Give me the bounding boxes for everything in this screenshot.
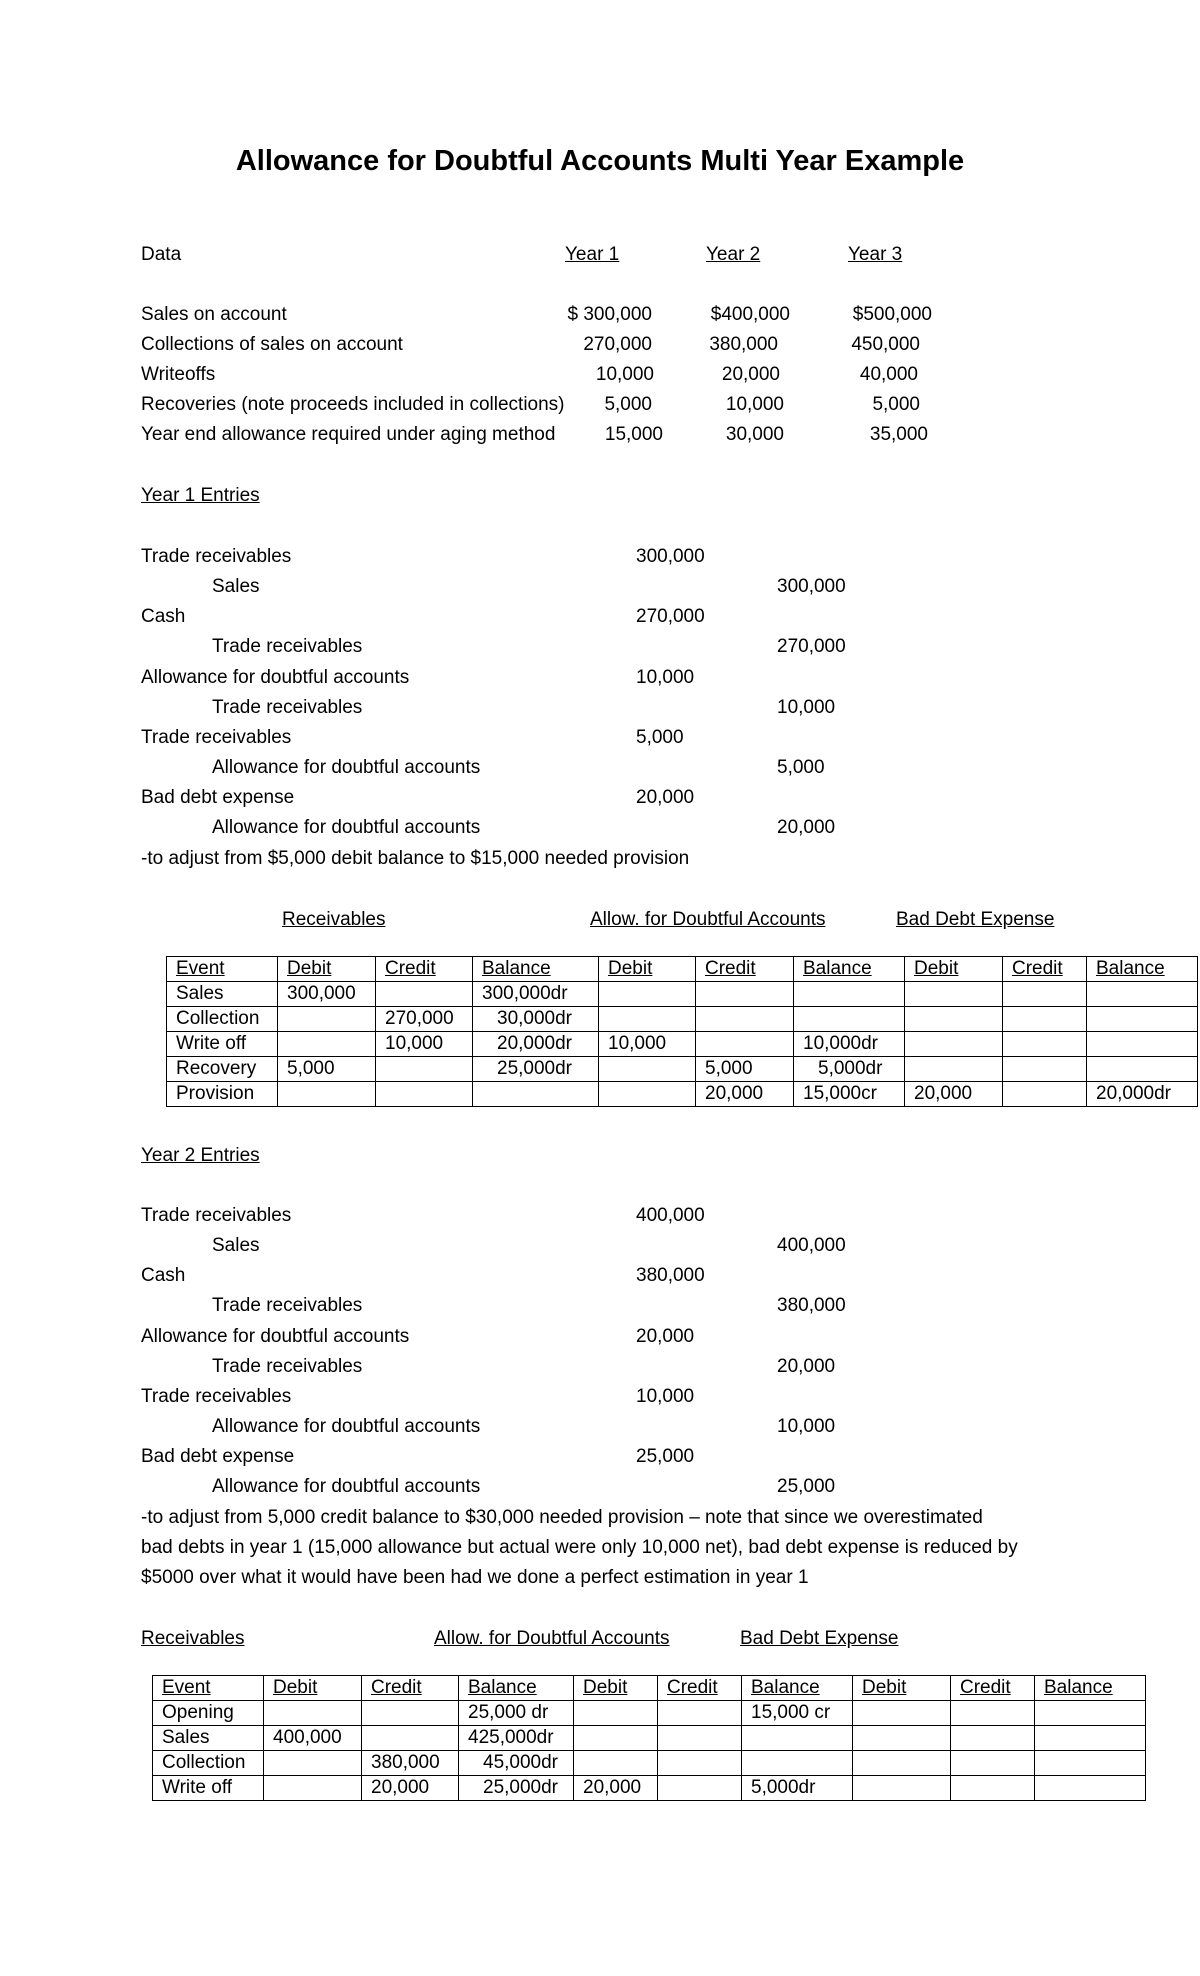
table-cell [278,1007,376,1032]
table-cell [1035,1751,1146,1776]
data-row-value: $500,000 [852,304,932,325]
table-row [167,1007,1198,1032]
journal-credit: 380,000 [777,1295,846,1316]
header-credit: Credit [362,1676,459,1701]
header-debit: Debit [853,1676,951,1701]
table-cell [742,1726,853,1751]
journal-account: Trade receivables [141,1205,292,1226]
table-cell [1003,1082,1087,1107]
journal-account: Trade receivables [141,546,292,567]
journal-account: Sales [212,1235,260,1256]
ledger-title-receivables: Receivables [282,909,386,930]
year2-note-line: -to adjust from 5,000 credit balance to $30,000 needed provision – note that since we overestimated [141,1507,983,1528]
ledger-title-bad-debt: Bad Debt Expense [740,1628,899,1649]
table-cell [1003,1057,1087,1082]
table-cell [742,1751,853,1776]
header-credit: Credit [1003,957,1087,982]
table-cell: Write off [153,1776,264,1801]
table-cell [853,1751,951,1776]
table-cell: 10,000 [376,1032,473,1057]
journal-credit: 20,000 [777,1356,836,1377]
table-cell: 25,000dr [459,1776,574,1801]
table-cell: 20,000dr [1087,1082,1198,1107]
header-debit: Debit [264,1676,362,1701]
table-row [167,1032,1198,1057]
journal-debit: 20,000 [636,1326,695,1347]
table-cell [1087,1032,1198,1057]
table-cell [905,1032,1003,1057]
journal-account: Cash [141,1265,186,1286]
table-cell [696,1007,794,1032]
table-cell: 5,000dr [742,1776,853,1801]
header-credit: Credit [376,957,473,982]
table-cell [574,1751,658,1776]
header-event: Event [153,1676,264,1701]
table-cell [658,1701,742,1726]
table-row [153,1701,1146,1726]
table-cell [1003,1007,1087,1032]
journal-account: Trade receivables [212,1295,363,1316]
table-cell [853,1776,951,1801]
table-cell: 5,000 [278,1057,376,1082]
table-cell: Provision [167,1082,278,1107]
header-balance: Balance [1035,1676,1146,1701]
journal-account: Allowance for doubtful accounts [212,817,481,838]
table-cell [794,982,905,1007]
table-cell: Collection [153,1751,264,1776]
data-row-value: 270,000 [583,334,652,355]
journal-account: Allowance for doubtful accounts [212,1416,481,1437]
table-cell: 400,000 [264,1726,362,1751]
year1-heading: Year 1 Entries [141,485,260,506]
table-cell [658,1751,742,1776]
journal-credit: 20,000 [777,817,836,838]
journal-credit: 5,000 [777,757,825,778]
table-cell [696,1032,794,1057]
table-cell [362,1701,459,1726]
table-cell [599,982,696,1007]
table-cell: Opening [153,1701,264,1726]
table-cell [376,1057,473,1082]
journal-debit: 400,000 [636,1205,705,1226]
journal-account: Bad debt expense [141,787,295,808]
header-credit: Credit [951,1676,1035,1701]
table-cell [905,1007,1003,1032]
table-cell: Collection [167,1007,278,1032]
data-row-label: Writeoffs [141,364,216,385]
header-debit: Debit [599,957,696,982]
year1-note: -to adjust from $5,000 debit balance to $15,000 needed provision [141,848,690,869]
header-debit: Debit [278,957,376,982]
data-label: Data [141,244,182,265]
table-cell [1003,1032,1087,1057]
data-row-value: 380,000 [709,334,778,355]
journal-debit: 300,000 [636,546,705,567]
table-cell [264,1776,362,1801]
table-cell [599,1007,696,1032]
table-row [167,1082,1198,1107]
journal-debit: 10,000 [636,667,695,688]
table-cell [1087,1057,1198,1082]
header-credit: Credit [696,957,794,982]
journal-account: Trade receivables [212,1356,363,1377]
table-cell [264,1701,362,1726]
table-cell [658,1776,742,1801]
table-cell: 20,000 [574,1776,658,1801]
journal-account: Cash [141,606,186,627]
table-cell: 425,000dr [459,1726,574,1751]
table-cell: 10,000 [599,1032,696,1057]
data-row-value: $ 300,000 [567,304,652,325]
data-row-label: Collections of sales on account [141,334,403,355]
header-debit: Debit [574,1676,658,1701]
table-header-row [153,1676,1146,1701]
table-cell: 10,000dr [794,1032,905,1057]
data-row-label: Year end allowance required under aging method [141,424,556,445]
table-cell [599,1057,696,1082]
table-cell: 380,000 [362,1751,459,1776]
header-balance: Balance [742,1676,853,1701]
table-cell: 15,000cr [794,1082,905,1107]
data-row-value: 10,000 [725,394,784,415]
table-cell: 30,000dr [473,1007,599,1032]
journal-account: Trade receivables [141,727,292,748]
table-header-row [167,957,1198,982]
header-balance: Balance [459,1676,574,1701]
table-cell [599,1082,696,1107]
journal-credit: 10,000 [777,1416,836,1437]
data-row-value: 10,000 [595,364,654,385]
journal-credit: 270,000 [777,636,846,657]
journal-credit: 10,000 [777,697,836,718]
journal-account: Allowance for doubtful accounts [212,1476,481,1497]
data-row-value: 20,000 [721,364,780,385]
table-row [153,1726,1146,1751]
journal-credit: 300,000 [777,576,846,597]
journal-debit: 380,000 [636,1265,705,1286]
year-2-header: Year 2 [706,244,761,265]
table-cell: 300,000dr [473,982,599,1007]
table-cell [1035,1726,1146,1751]
ledger-title-allowance: Allow. for Doubtful Accounts [590,909,826,930]
data-row-value: 30,000 [725,424,784,445]
table-cell [853,1726,951,1751]
table-cell [278,1032,376,1057]
table-cell [1035,1701,1146,1726]
table-cell: Recovery [167,1057,278,1082]
journal-account: Trade receivables [212,636,363,657]
table-cell: Sales [153,1726,264,1751]
year2-note-line: bad debts in year 1 (15,000 allowance but actual were only 10,000 net), bad debt expense is reduced by [141,1537,1018,1558]
journal-account: Trade receivables [141,1386,292,1407]
year2-ledger-table [152,1675,1146,1801]
table-cell [574,1726,658,1751]
table-cell [1035,1776,1146,1801]
table-cell [1087,982,1198,1007]
table-cell [278,1082,376,1107]
table-cell [951,1726,1035,1751]
journal-debit: 25,000 [636,1446,695,1467]
data-row-value: 15,000 [604,424,663,445]
table-row [167,1057,1198,1082]
table-cell [951,1751,1035,1776]
data-row-value: 450,000 [851,334,920,355]
year1-ledger-table [166,956,1198,1107]
table-cell [794,1007,905,1032]
data-row-value: 35,000 [869,424,928,445]
table-cell [473,1082,599,1107]
journal-debit: 20,000 [636,787,695,808]
data-row-value: 5,000 [604,394,652,415]
journal-account: Sales [212,576,260,597]
table-cell: 20,000 [362,1776,459,1801]
table-cell: 300,000 [278,982,376,1007]
data-row-value: 5,000 [872,394,920,415]
data-row-value: $400,000 [710,304,790,325]
table-cell: 20,000 [905,1082,1003,1107]
year2-note-line: $5000 over what it would have been had we done a perfect estimation in year 1 [141,1567,809,1588]
journal-account: Allowance for doubtful accounts [141,667,410,688]
journal-credit: 400,000 [777,1235,846,1256]
table-cell [1003,982,1087,1007]
table-cell: 5,000 [696,1057,794,1082]
ledger-title-bad-debt: Bad Debt Expense [896,909,1055,930]
table-cell [362,1726,459,1751]
journal-credit: 25,000 [777,1476,836,1497]
header-event: Event [167,957,278,982]
data-row-label: Recoveries (note proceeds included in collections) [141,394,565,415]
table-cell [376,982,473,1007]
table-row [153,1751,1146,1776]
year-3-header: Year 3 [848,244,903,265]
journal-account: Allowance for doubtful accounts [141,1326,410,1347]
journal-account: Allowance for doubtful accounts [212,757,481,778]
table-cell: 25,000 dr [459,1701,574,1726]
table-row [167,982,1198,1007]
table-cell: 20,000 [696,1082,794,1107]
table-cell [1087,1007,1198,1032]
year-1-header: Year 1 [565,244,620,265]
ledger-title-allowance: Allow. for Doubtful Accounts [434,1628,670,1649]
header-balance: Balance [1087,957,1198,982]
header-balance: Balance [473,957,599,982]
journal-account: Trade receivables [212,697,363,718]
table-cell: 25,000dr [473,1057,599,1082]
table-cell [658,1726,742,1751]
table-cell: 270,000 [376,1007,473,1032]
table-cell: 15,000 cr [742,1701,853,1726]
year2-heading: Year 2 Entries [141,1145,260,1166]
table-cell [951,1701,1035,1726]
header-debit: Debit [905,957,1003,982]
table-cell: 20,000dr [473,1032,599,1057]
table-cell: 45,000dr [459,1751,574,1776]
journal-debit: 10,000 [636,1386,695,1407]
ledger-title-receivables: Receivables [141,1628,245,1649]
data-row-label: Sales on account [141,304,287,325]
table-cell: Sales [167,982,278,1007]
table-cell: 5,000dr [794,1057,905,1082]
table-cell [264,1751,362,1776]
journal-debit: 5,000 [636,727,684,748]
header-credit: Credit [658,1676,742,1701]
table-cell [696,982,794,1007]
page-title: Allowance for Doubtful Accounts Multi Year Example [235,145,965,177]
table-cell [951,1776,1035,1801]
data-row-value: 40,000 [859,364,918,385]
table-cell [905,1057,1003,1082]
table-cell [853,1701,951,1726]
table-cell [574,1701,658,1726]
journal-account: Bad debt expense [141,1446,295,1467]
journal-debit: 270,000 [636,606,705,627]
table-cell [376,1082,473,1107]
table-row [153,1776,1146,1801]
header-balance: Balance [794,957,905,982]
table-cell [905,982,1003,1007]
table-cell: Write off [167,1032,278,1057]
